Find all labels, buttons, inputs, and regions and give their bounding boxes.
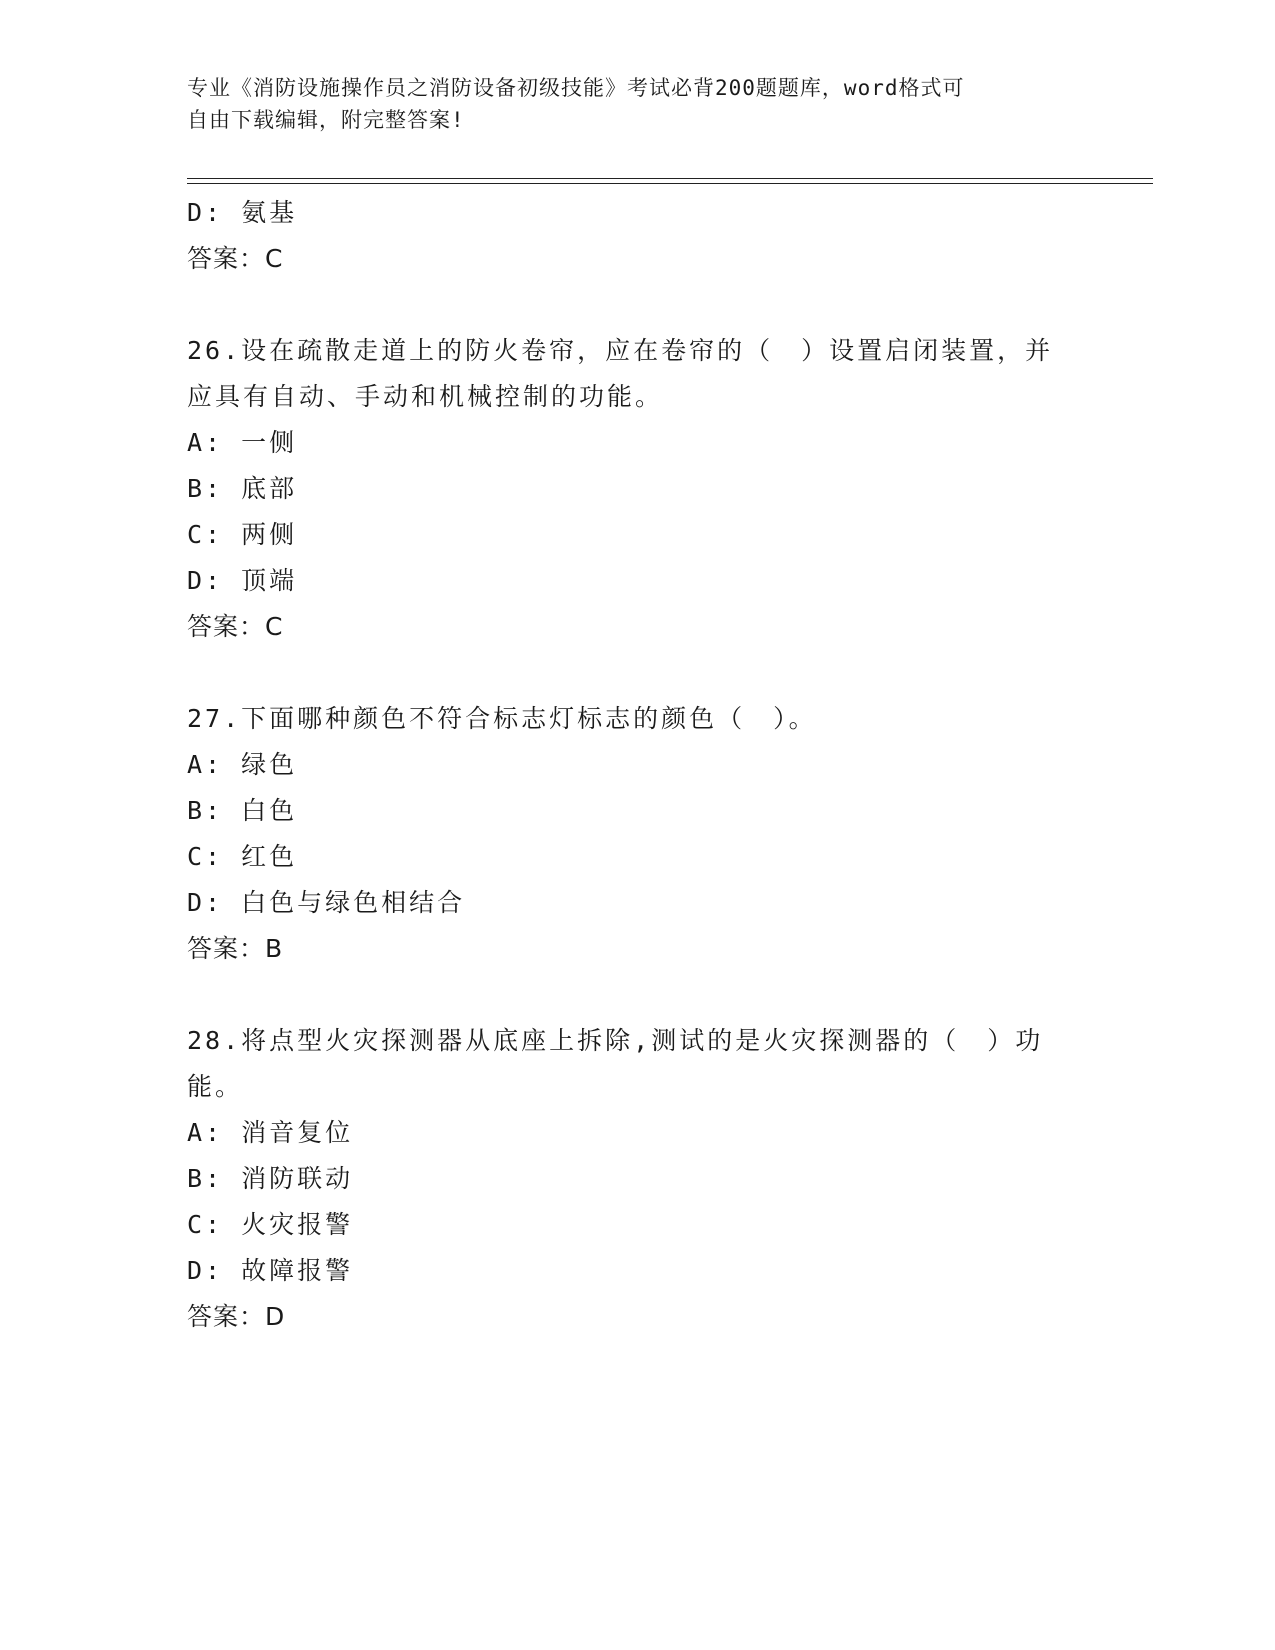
question-stem-line-1: 26.设在疏散走道上的防火卷帘，应在卷帘的（ ）设置启闭装置，并 [187, 336, 1054, 365]
question-stem-line-1: 27.下面哪种颜色不符合标志灯标志的颜色（ ）。 [187, 704, 817, 733]
header-divider-bottom [187, 183, 1153, 184]
option-c: C: 两侧 [187, 520, 298, 549]
answer-line: 答案：C [187, 244, 284, 273]
partial-question-25 [187, 190, 1087, 282]
option-a: A: 消音复位 [187, 1118, 354, 1147]
question-stem-line-2: 能。 [187, 1072, 244, 1101]
question-26 [187, 328, 1087, 650]
option-a: A: 绿色 [187, 750, 298, 779]
question-stem-line-2: 应具有自动、手动和机械控制的功能。 [187, 382, 664, 411]
option-b: B: 底部 [187, 474, 298, 503]
answer-line: 答案：C [187, 612, 284, 641]
option-a: A: 一侧 [187, 428, 298, 457]
option-b: B: 消防联动 [187, 1164, 354, 1193]
spacer [187, 972, 1087, 1018]
option-c: C: 火灾报警 [187, 1210, 354, 1239]
option-d: D: 顶端 [187, 566, 298, 595]
option-d: D: 氨基 [187, 198, 298, 227]
option-b: B: 白色 [187, 796, 298, 825]
option-d: D: 故障报警 [187, 1256, 354, 1285]
question-content [187, 190, 1087, 1340]
question-27 [187, 696, 1087, 972]
spacer [187, 282, 1087, 328]
question-stem-line-1: 28.将点型火灾探测器从底座上拆除,测试的是火灾探测器的（ ）功 [187, 1026, 1044, 1055]
answer-line: 答案：D [187, 1302, 286, 1331]
answer-line: 答案：B [187, 934, 284, 963]
document-header [187, 72, 1067, 136]
question-28 [187, 1018, 1087, 1340]
header-divider-top [187, 178, 1153, 179]
header-line-2: 自由下载编辑，附完整答案! [187, 108, 465, 132]
option-d: D: 白色与绿色相结合 [187, 888, 466, 917]
spacer [187, 650, 1087, 696]
option-c: C: 红色 [187, 842, 298, 871]
header-line-1: 专业《消防设施操作员之消防设备初级技能》考试必背200题题库，word格式可 [187, 76, 965, 100]
